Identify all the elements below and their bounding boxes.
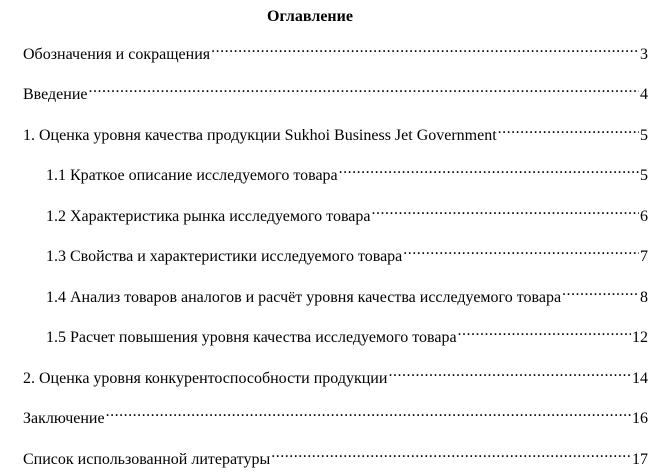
toc-entry-page: 16 [632, 410, 648, 427]
toc-entry-label: 1.2 Характеристика рынка исследуемого товара [46, 208, 371, 225]
dot-leader [271, 442, 631, 464]
toc-entry-section-1-4[interactable] [46, 280, 648, 306]
toc-entry-page: 5 [640, 167, 648, 184]
dot-leader [89, 77, 640, 99]
toc-entry-introduction[interactable] [23, 77, 648, 103]
page-title: Оглавление [267, 8, 353, 25]
toc-entry-chapter-1[interactable] [23, 118, 648, 144]
toc-entry-page: 3 [640, 46, 648, 63]
toc-entry-section-1-1[interactable] [46, 158, 648, 184]
toc-entry-label: Заключение [23, 410, 105, 427]
dot-leader [498, 118, 639, 140]
toc-entry-conclusion[interactable] [23, 401, 648, 427]
dot-leader [339, 158, 639, 180]
dot-leader [403, 239, 639, 261]
dot-leader [372, 199, 640, 221]
toc-entry-page: 12 [632, 329, 648, 346]
toc-entry-label: Введение [23, 86, 88, 103]
toc-entry-label: Обозначения и сокращения [23, 46, 211, 63]
toc-entry-label: 1.5 Расчет повышения уровня качества исследуемого товара [46, 329, 457, 346]
toc-entry-bibliography[interactable] [23, 442, 648, 468]
toc-entry-page: 7 [640, 248, 648, 265]
toc-entry-page: 14 [632, 370, 648, 387]
dot-leader [458, 320, 631, 342]
toc-entry-section-1-5[interactable] [46, 320, 648, 346]
toc-entry-label: 2. Оценка уровня конкурентоспособности продукции [23, 370, 388, 387]
dot-leader [211, 37, 639, 59]
toc-entry-page: 6 [640, 208, 648, 225]
toc-entry-label: 1. Оценка уровня качества продукции Sukhoi Business Jet Government [23, 127, 497, 144]
toc-entry-page: 4 [640, 86, 648, 103]
toc-entry-section-1-3[interactable] [46, 239, 648, 265]
toc-entry-abbreviations[interactable] [23, 37, 648, 63]
toc-entry-section-1-2[interactable] [46, 199, 648, 225]
dot-leader [388, 361, 631, 383]
toc-entry-page: 17 [632, 451, 648, 468]
toc-entry-label: 1.4 Анализ товаров аналогов и расчёт уровня качества исследуемого товара [46, 289, 562, 306]
dot-leader [106, 401, 631, 423]
toc-entry-page: 8 [640, 289, 648, 306]
toc-entry-page: 5 [640, 127, 648, 144]
dot-leader [562, 280, 639, 302]
toc-entry-chapter-2[interactable] [23, 361, 648, 387]
toc-entry-label: 1.1 Краткое описание исследуемого товара [46, 167, 338, 184]
toc-entry-label: Список использованной литературы [23, 451, 271, 468]
toc-entry-label: 1.3 Свойства и характеристики исследуемого товара [46, 248, 403, 265]
